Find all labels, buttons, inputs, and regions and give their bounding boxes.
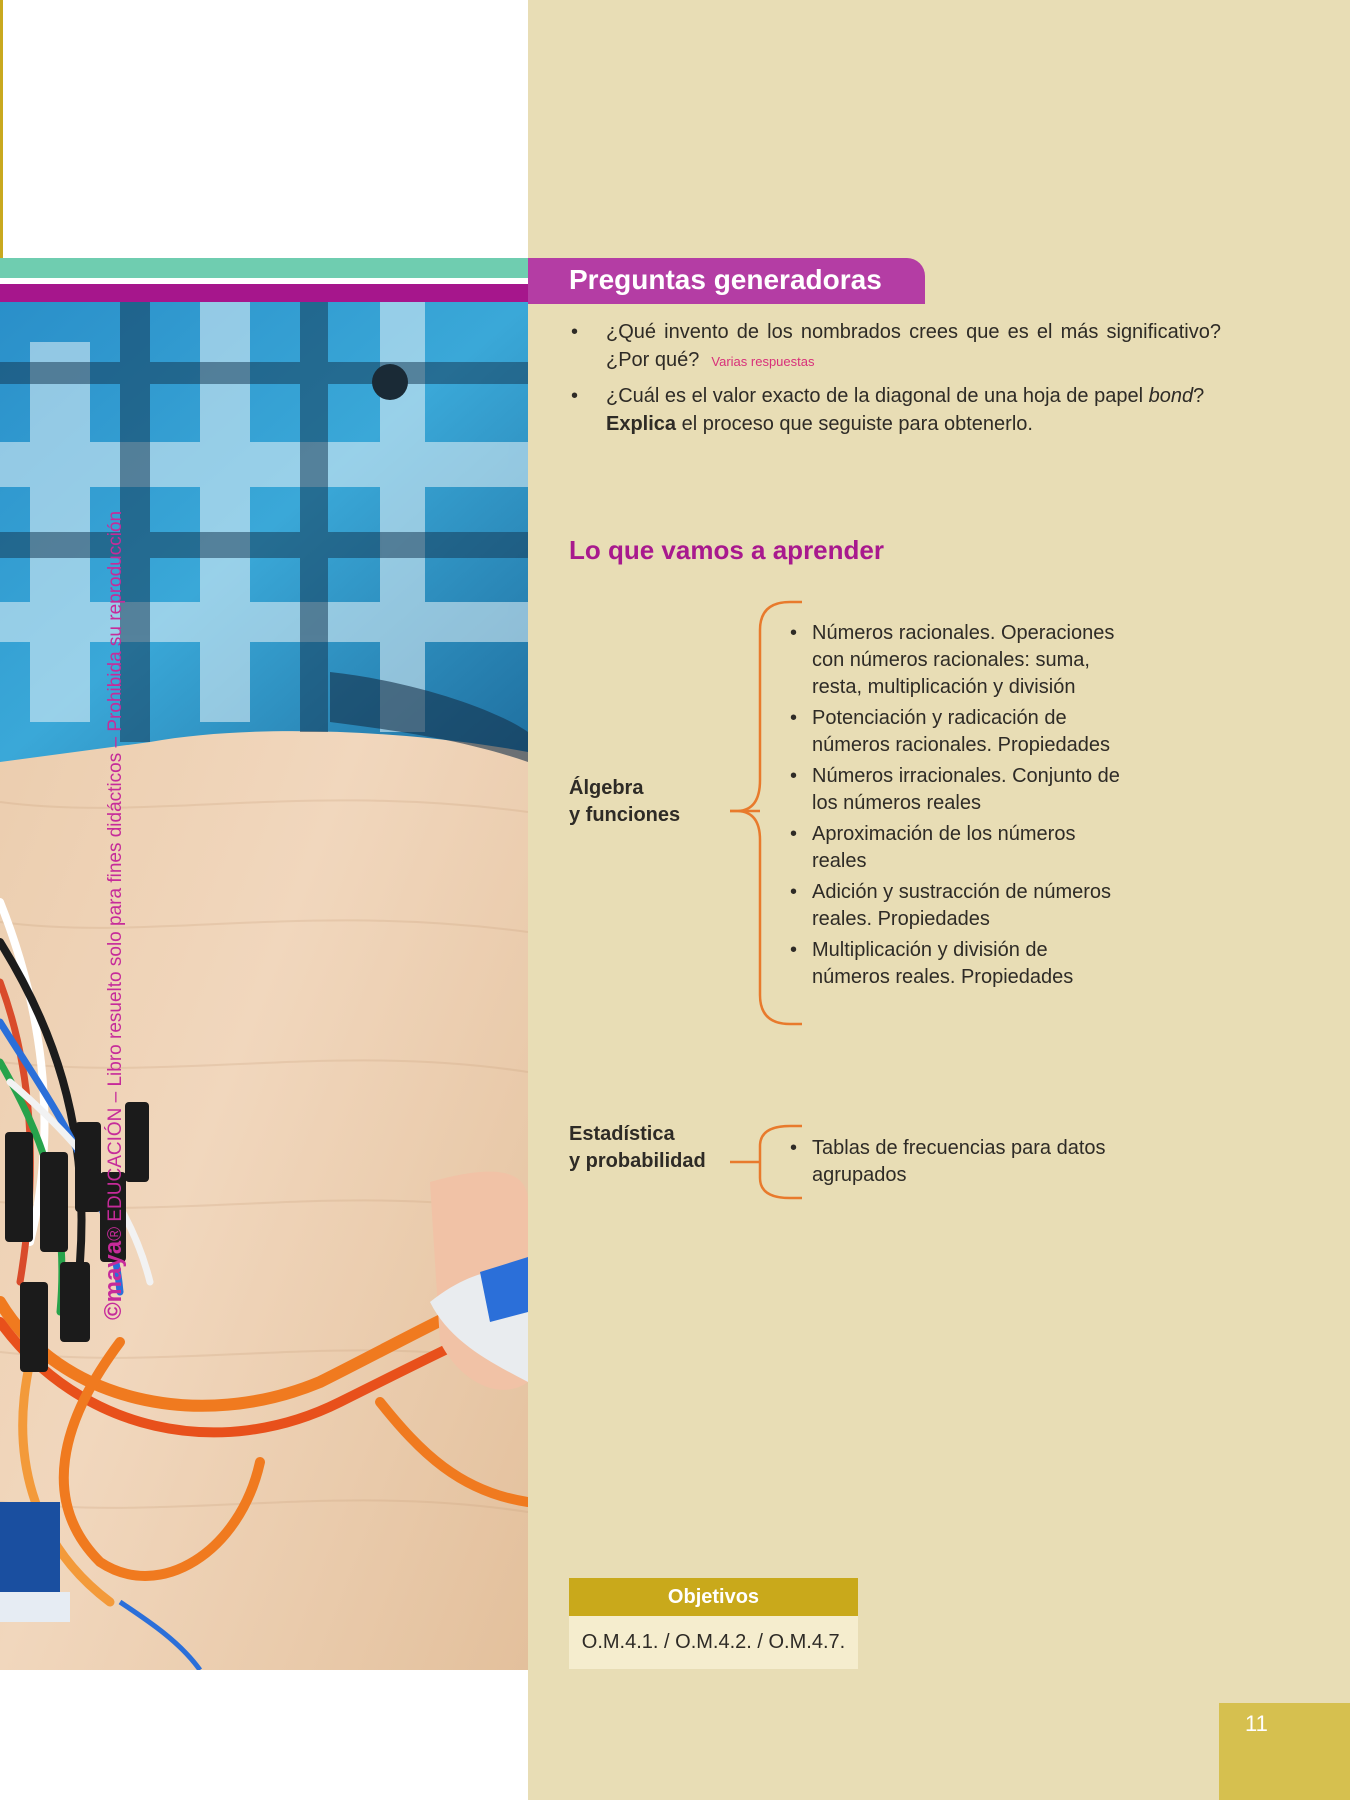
list-item: • Adición y sustracción de números reales. Propiedades bbox=[790, 881, 1112, 930]
topic-text: Potenciación y radicación de números racionales. Propiedades bbox=[812, 707, 1110, 756]
category-line: y probabilidad bbox=[569, 1150, 706, 1172]
copyright-watermark bbox=[100, 511, 128, 1320]
hero-photo bbox=[0, 302, 528, 1670]
watermark-text: ® EDUCACIÓN – Libro resuelto solo para fines didácticos – Prohibida su reproducción bbox=[105, 510, 126, 1241]
topic-text: Números irracionales. Conjunto de los números reales bbox=[812, 765, 1120, 814]
question-item bbox=[569, 318, 1221, 376]
answer-note: Varias respuestas bbox=[711, 354, 815, 369]
topic-text: Aproximación de los números reales bbox=[812, 823, 1076, 872]
category-label bbox=[569, 775, 680, 829]
mint-stripe bbox=[0, 258, 528, 278]
topic-text: Multiplicación y división de números reales. Propiedades bbox=[812, 939, 1074, 988]
algebra-topic-list bbox=[790, 620, 1130, 995]
question-italic-word: bond bbox=[1148, 385, 1194, 407]
list-item: • Números racionales. Operaciones con números racionales: suma, resta, multiplicación y división bbox=[790, 622, 1115, 698]
bullet: • bbox=[571, 385, 579, 407]
category-line: Estadística bbox=[569, 1123, 675, 1145]
magenta-stripe bbox=[0, 284, 528, 302]
question-text: ¿Cuál es el valor exacto de la diagonal de una hoja de papel bbox=[606, 385, 1149, 407]
list-item: • Números irracionales. Conjunto de los números reales bbox=[790, 765, 1120, 814]
question-bold-word: Explica bbox=[606, 413, 677, 435]
list-item: • Aproximación de los números reales bbox=[790, 823, 1076, 872]
page-number-box bbox=[1219, 1703, 1350, 1800]
list-item: • Potenciación y radicación de números racionales. Propiedades bbox=[790, 707, 1110, 756]
objectives-codes: O.M.4.1. / O.M.4.2. / O.M.4.7. bbox=[569, 1616, 858, 1669]
learning-section-title: Lo que vamos a aprender bbox=[569, 535, 884, 565]
watermark-brand: ©maya bbox=[100, 1240, 127, 1320]
category-line: y funciones bbox=[569, 804, 681, 826]
generating-questions-title: Preguntas generadoras bbox=[569, 264, 882, 295]
category-label bbox=[569, 1121, 706, 1175]
bullet: • bbox=[571, 321, 579, 343]
list-item: • Multiplicación y división de números reales. Propiedades bbox=[790, 939, 1074, 988]
list-item: • Tablas de frecuencias para datos agrupados bbox=[790, 1137, 1106, 1186]
left-edge-rule bbox=[0, 0, 3, 258]
question-text-continued: el proceso que seguiste para obtenerlo. bbox=[676, 413, 1033, 435]
question-punctuation: ? bbox=[1193, 385, 1205, 407]
topic-text: Tablas de frecuencias para datos agrupados bbox=[812, 1137, 1106, 1186]
generating-questions-tab bbox=[528, 258, 925, 304]
topic-text: Adición y sustracción de números reales. Propiedades bbox=[812, 881, 1112, 930]
question-text: ¿Qué invento de los nombrados crees que es el más significativo? ¿Por qué? bbox=[606, 321, 1221, 371]
topic-text: Números racionales. Operaciones con números racionales: suma, resta, multiplicación y división bbox=[812, 622, 1115, 698]
question-item bbox=[569, 382, 1221, 438]
page-number: 11 bbox=[1245, 1711, 1268, 1736]
category-line: Álgebra bbox=[569, 777, 644, 799]
objectives-header: Objetivos bbox=[569, 1578, 858, 1616]
statistics-topic-list bbox=[790, 1135, 1130, 1193]
